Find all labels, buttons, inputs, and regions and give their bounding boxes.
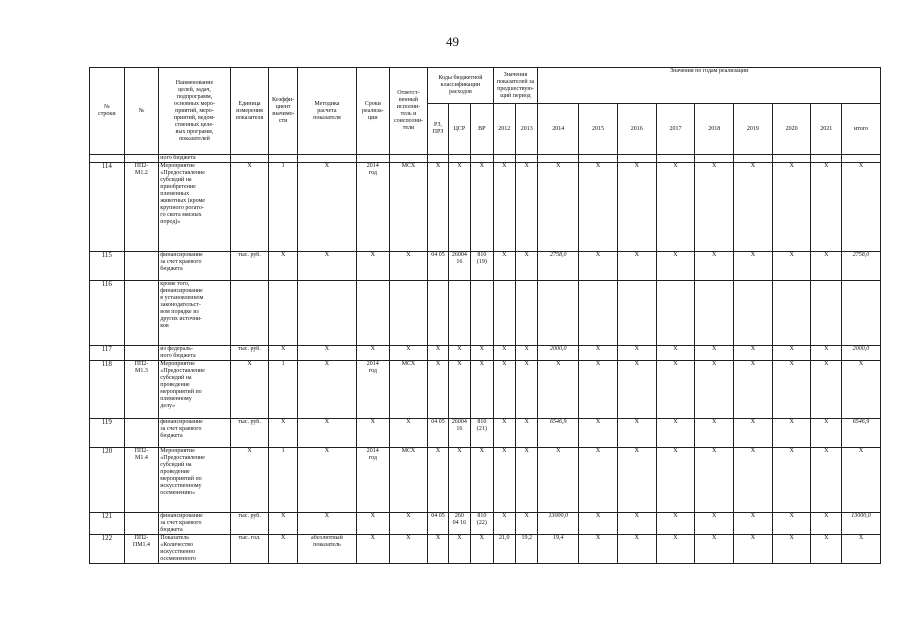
table-row: [90, 448, 881, 513]
cell-value-total: 2758,0: [842, 252, 881, 281]
cell-value-2019: Х: [734, 513, 773, 535]
cell-responsible: МСХ: [389, 448, 428, 513]
cell-value-2012: Х: [493, 361, 515, 419]
header-unit: Единица измерения показателя: [230, 68, 269, 155]
header-total: итого: [842, 104, 881, 155]
cell-terms: 2014 год: [356, 361, 389, 419]
table-row: [90, 513, 881, 535]
header-year-2021: 2021: [811, 104, 842, 155]
cell-unit: Х: [230, 448, 269, 513]
cell-value-2021: Х: [811, 513, 842, 535]
cell-value-2013: Х: [515, 419, 537, 448]
table-row: [90, 361, 881, 419]
cell-vr: 810 (19): [471, 252, 493, 281]
header-year-2014: 2014: [538, 104, 579, 155]
header-responsible: Ответст- венный исполни- тель и соисполни- тели: [389, 68, 428, 155]
cell-code: [124, 346, 159, 361]
header-method: Методика расчета показателя: [297, 68, 356, 155]
cell-row-number: 120: [90, 448, 125, 513]
cell-value-total: [842, 281, 881, 346]
header-rz: РЗ, ПРЗ: [428, 104, 448, 155]
cell-unit: тыс. гол.: [230, 535, 269, 564]
cell-value-2016: Х: [617, 419, 656, 448]
cell-value-2017: Х: [656, 513, 695, 535]
cell-csr: Х: [448, 163, 470, 252]
cell-name: финансирование за счет краевого бюджета: [159, 419, 230, 448]
table-row: [90, 535, 881, 564]
continuation-text: ного бюджета: [159, 155, 230, 163]
cell-value-2012: Х: [493, 448, 515, 513]
cell-method: Х: [297, 163, 356, 252]
cell-value-2016: Х: [617, 448, 656, 513]
cell-method: Х: [297, 252, 356, 281]
cell-value-total: Х: [842, 535, 881, 564]
cell-unit: тыс. руб.: [230, 252, 269, 281]
cell-rz: Х: [428, 346, 448, 361]
cell-row-number: 117: [90, 346, 125, 361]
cell-value-2016: Х: [617, 535, 656, 564]
cell-name: Мероприятие «Предоставление субсидий на проведение мероприятий по племенному делу»: [159, 361, 230, 419]
cell-responsible: Х: [389, 419, 428, 448]
cell-csr: Х: [448, 448, 470, 513]
cell-value-2012: Х: [493, 163, 515, 252]
cell-coefficient: Х: [269, 419, 298, 448]
cell-name: Мероприятие «Предоставление субсидий на приобретение племенных животных (кроме крупного рогато- го скота мясных пород)»: [159, 163, 230, 252]
header-coefficient: Коэффи- циент значимо- сти: [269, 68, 298, 155]
cell-value-2017: [656, 281, 695, 346]
cell-value-2016: [617, 281, 656, 346]
cell-value-2014: [538, 281, 579, 346]
cell-responsible: Х: [389, 346, 428, 361]
header-terms: Сроки реализа- ции: [356, 68, 389, 155]
header-year-2017: 2017: [656, 104, 695, 155]
cell-value-2021: Х: [811, 163, 842, 252]
cell-value-2013: Х: [515, 513, 537, 535]
cell-value-2015: Х: [579, 346, 618, 361]
cell-unit: тыс. руб.: [230, 513, 269, 535]
cell-name: Мероприятие «Предоставление субсидий на проведение мероприятий по искусственному осеменению»: [159, 448, 230, 513]
cell-vr: Х: [471, 361, 493, 419]
cell-value-2021: Х: [811, 346, 842, 361]
header-year-2013: 2013: [515, 104, 537, 155]
cell-value-2019: [734, 281, 773, 346]
header-name: Наименование целей, задач, подпрограмм, основных меро- приятий, меро- приятий, ведом- ственных целе- вых программ, показателей: [159, 68, 230, 155]
cell-code: ПП2- М1.4: [124, 448, 159, 513]
header-year-2018: 2018: [695, 104, 734, 155]
cell-value-2021: [811, 281, 842, 346]
header-vr: ВР: [471, 104, 493, 155]
cell-value-2018: Х: [695, 252, 734, 281]
cell-terms: Х: [356, 419, 389, 448]
cell-vr: [471, 281, 493, 346]
cell-value-2013: Х: [515, 163, 537, 252]
cell-value-2014: Х: [538, 163, 579, 252]
cell-value-2019: Х: [734, 535, 773, 564]
cell-code: [124, 513, 159, 535]
cell-row-number: 122: [90, 535, 125, 564]
cell-value-2013: Х: [515, 448, 537, 513]
cell-name: кроме того, финансирование в установленном законодательст- вом порядке из других источни- ков: [159, 281, 230, 346]
cell-rz: Х: [428, 163, 448, 252]
cell-value-2021: Х: [811, 252, 842, 281]
cell-method: Х: [297, 361, 356, 419]
table-row: [90, 252, 881, 281]
cell-rz: Х: [428, 448, 448, 513]
cell-value-2014: Х: [538, 361, 579, 419]
cell-method: Х: [297, 346, 356, 361]
cell-value-2015: Х: [579, 419, 618, 448]
cell-coefficient: Х: [269, 346, 298, 361]
cell-row-number: 121: [90, 513, 125, 535]
cell-terms: 2014 год: [356, 448, 389, 513]
cell-value-2017: Х: [656, 535, 695, 564]
cell-value-2020: Х: [772, 419, 811, 448]
cell-value-2020: Х: [772, 361, 811, 419]
cell-vr: Х: [471, 163, 493, 252]
cell-value-2018: Х: [695, 448, 734, 513]
budget-table: [89, 67, 881, 564]
cell-value-2018: [695, 281, 734, 346]
cell-value-2012: Х: [493, 252, 515, 281]
cell-value-2015: Х: [579, 448, 618, 513]
cell-value-total: 13000,0: [842, 513, 881, 535]
cell-coefficient: 1: [269, 448, 298, 513]
cell-terms: 2014 год: [356, 163, 389, 252]
cell-value-2013: 19,2: [515, 535, 537, 564]
cell-coefficient: Х: [269, 535, 298, 564]
cell-code: [124, 252, 159, 281]
cell-coefficient: Х: [269, 513, 298, 535]
cell-method: [297, 281, 356, 346]
cell-method: абсолютный показатель: [297, 535, 356, 564]
cell-responsible: [389, 281, 428, 346]
cell-value-2015: Х: [579, 513, 618, 535]
cell-code: ПП2- ПМ1.4: [124, 535, 159, 564]
cell-value-2017: Х: [656, 163, 695, 252]
cell-coefficient: Х: [269, 252, 298, 281]
cell-coefficient: [269, 281, 298, 346]
table-row: [90, 281, 881, 346]
cell-value-2013: [515, 281, 537, 346]
header-previous-period: Значения показателей за предшествую- щий период: [493, 68, 538, 104]
continuation-row: [90, 155, 881, 163]
cell-value-2013: Х: [515, 361, 537, 419]
cell-value-2019: Х: [734, 448, 773, 513]
cell-value-2013: Х: [515, 252, 537, 281]
header-year-2020: 2020: [772, 104, 811, 155]
cell-value-2014: 13000,0: [538, 513, 579, 535]
cell-value-2021: Х: [811, 419, 842, 448]
cell-value-2018: Х: [695, 346, 734, 361]
cell-value-2020: [772, 281, 811, 346]
cell-method: Х: [297, 419, 356, 448]
cell-value-2017: Х: [656, 361, 695, 419]
cell-row-number: 118: [90, 361, 125, 419]
page-number: 49: [446, 34, 459, 49]
cell-responsible: Х: [389, 252, 428, 281]
cell-rz: Х: [428, 361, 448, 419]
cell-value-2018: Х: [695, 513, 734, 535]
cell-rz: [428, 281, 448, 346]
cell-rz: 04 05: [428, 419, 448, 448]
cell-value-2017: Х: [656, 419, 695, 448]
cell-value-2016: Х: [617, 163, 656, 252]
cell-code: ПП2- М1.2: [124, 163, 159, 252]
cell-value-2014: 6546,9: [538, 419, 579, 448]
cell-code: ПП2- М1.3: [124, 361, 159, 419]
cell-responsible: Х: [389, 513, 428, 535]
cell-value-2016: Х: [617, 361, 656, 419]
table-row: [90, 419, 881, 448]
table-header: [90, 68, 881, 155]
cell-unit: [230, 281, 269, 346]
cell-row-number: 114: [90, 163, 125, 252]
cell-value-2021: Х: [811, 448, 842, 513]
cell-row-number: 115: [90, 252, 125, 281]
cell-value-2018: Х: [695, 419, 734, 448]
cell-row-number: 116: [90, 281, 125, 346]
cell-value-2018: Х: [695, 361, 734, 419]
cell-value-2020: Х: [772, 252, 811, 281]
cell-value-total: Х: [842, 361, 881, 419]
cell-value-2015: Х: [579, 361, 618, 419]
cell-value-2020: Х: [772, 346, 811, 361]
cell-coefficient: 1: [269, 163, 298, 252]
cell-value-2013: Х: [515, 346, 537, 361]
cell-value-2017: Х: [656, 448, 695, 513]
cell-value-2021: Х: [811, 535, 842, 564]
cell-unit: тыс. руб.: [230, 419, 269, 448]
cell-vr: Х: [471, 346, 493, 361]
cell-name: Показатель «Количество искусственно осемененного: [159, 535, 230, 564]
cell-value-2012: Х: [493, 419, 515, 448]
cell-value-2016: Х: [617, 346, 656, 361]
cell-value-total: 2000,0: [842, 346, 881, 361]
cell-value-2017: Х: [656, 252, 695, 281]
header-budget-codes: Коды бюджетной классификации расходов: [428, 68, 493, 104]
cell-csr: Х: [448, 361, 470, 419]
cell-rz: Х: [428, 535, 448, 564]
cell-terms: Х: [356, 535, 389, 564]
cell-value-total: Х: [842, 163, 881, 252]
cell-value-2012: Х: [493, 346, 515, 361]
cell-value-2019: Х: [734, 361, 773, 419]
cell-name: финансирование за счет краевого бюджета: [159, 252, 230, 281]
cell-value-total: 6546,9: [842, 419, 881, 448]
cell-terms: Х: [356, 346, 389, 361]
cell-responsible: Х: [389, 535, 428, 564]
cell-method: Х: [297, 448, 356, 513]
header-year-2012: 2012: [493, 104, 515, 155]
cell-value-2020: Х: [772, 163, 811, 252]
header-number: №: [124, 68, 159, 155]
header-year-2016: 2016: [617, 104, 656, 155]
header-row-number: № строки: [90, 68, 125, 155]
cell-value-2019: Х: [734, 419, 773, 448]
cell-terms: Х: [356, 513, 389, 535]
cell-value-2016: Х: [617, 513, 656, 535]
cell-value-2012: [493, 281, 515, 346]
cell-coefficient: 1: [269, 361, 298, 419]
cell-value-2018: Х: [695, 535, 734, 564]
cell-value-2014: 2000,0: [538, 346, 579, 361]
cell-responsible: МСХ: [389, 163, 428, 252]
cell-row-number: 119: [90, 419, 125, 448]
cell-value-2012: Х: [493, 513, 515, 535]
table-row: [90, 346, 881, 361]
cell-responsible: МСХ: [389, 361, 428, 419]
cell-value-2016: Х: [617, 252, 656, 281]
cell-value-2015: Х: [579, 252, 618, 281]
cell-vr: Х: [471, 535, 493, 564]
cell-csr: Х: [448, 535, 470, 564]
cell-terms: [356, 281, 389, 346]
cell-vr: 810 (21): [471, 419, 493, 448]
cell-csr: 260 04 16: [448, 513, 470, 535]
table-row: [90, 163, 881, 252]
cell-value-2019: Х: [734, 163, 773, 252]
cell-vr: Х: [471, 448, 493, 513]
header-year-2019: 2019: [734, 104, 773, 155]
cell-csr: [448, 281, 470, 346]
cell-terms: Х: [356, 252, 389, 281]
cell-method: Х: [297, 513, 356, 535]
cell-value-2012: 21,0: [493, 535, 515, 564]
cell-value-2020: Х: [772, 513, 811, 535]
cell-value-2017: Х: [656, 346, 695, 361]
header-csr: ЦСР: [448, 104, 470, 155]
header-years-values: Значения по годам реализации: [538, 68, 881, 104]
cell-unit: Х: [230, 163, 269, 252]
cell-code: [124, 281, 159, 346]
cell-unit: Х: [230, 361, 269, 419]
cell-value-2015: [579, 281, 618, 346]
cell-rz: 04 05: [428, 513, 448, 535]
cell-value-2015: Х: [579, 535, 618, 564]
cell-name: из федераль- ного бюджета: [159, 346, 230, 361]
header-year-2015: 2015: [579, 104, 618, 155]
cell-value-2015: Х: [579, 163, 618, 252]
cell-csr: Х: [448, 346, 470, 361]
cell-value-2020: Х: [772, 448, 811, 513]
cell-name: финансирование за счет краевого бюджета: [159, 513, 230, 535]
cell-unit: тыс. руб.: [230, 346, 269, 361]
cell-value-2019: Х: [734, 252, 773, 281]
cell-value-2014: 19,4: [538, 535, 579, 564]
cell-rz: 04 05: [428, 252, 448, 281]
cell-value-total: Х: [842, 448, 881, 513]
cell-csr: 26004 16: [448, 419, 470, 448]
cell-value-2014: 2758,0: [538, 252, 579, 281]
cell-vr: 810 (22): [471, 513, 493, 535]
cell-value-2014: Х: [538, 448, 579, 513]
cell-code: [124, 419, 159, 448]
cell-value-2019: Х: [734, 346, 773, 361]
cell-value-2020: Х: [772, 535, 811, 564]
table-body: [90, 155, 881, 564]
budget-table-sheet: [89, 67, 881, 564]
cell-csr: 26004 16: [448, 252, 470, 281]
cell-value-2018: Х: [695, 163, 734, 252]
cell-value-2021: Х: [811, 361, 842, 419]
